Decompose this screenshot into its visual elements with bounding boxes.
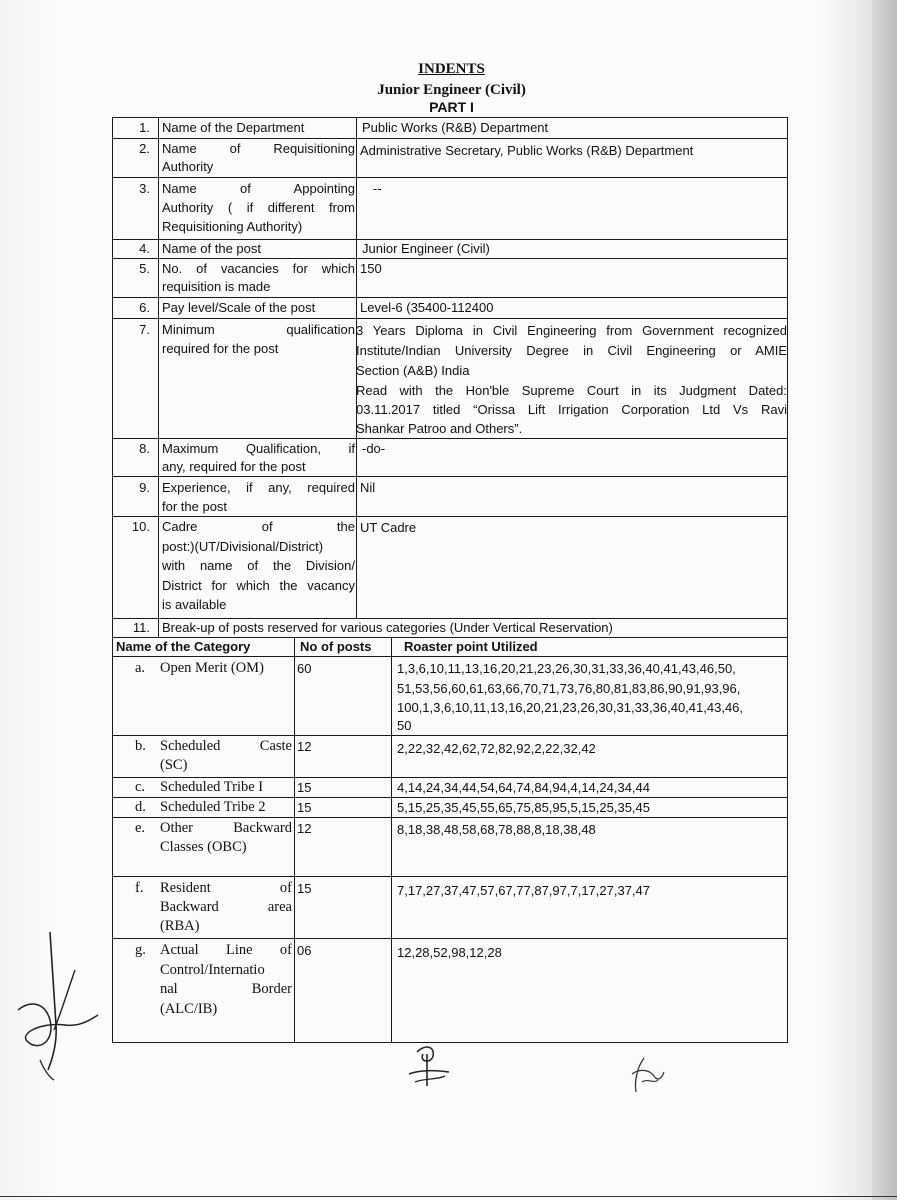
category-roster: 51,53,56,60,61,63,66,70,71,73,76,80,81,83,86,90,91,93,96, (397, 681, 741, 696)
category-roster: 8,18,38,48,58,68,78,88,8,18,38,48 (397, 822, 596, 837)
row-label: Pay level/Scale of the post (162, 300, 316, 315)
signature-left (10, 930, 110, 1090)
category-roster: 4,14,24,34,44,54,64,74,84,94,4,14,24,34,44 (397, 780, 651, 795)
row-label: for the post (162, 499, 228, 514)
category-name-header: Name of the Category (116, 639, 251, 654)
row-value: Administrative Secretary, Public Works (R&B) Department (360, 143, 694, 158)
row-label: Requisitioning Authority) (162, 219, 303, 234)
row-value: Nil (360, 480, 376, 495)
category-roster: 50 (397, 718, 412, 733)
posts-header: No of posts (300, 639, 372, 654)
category-posts: 15 (297, 881, 312, 896)
document-subtitle: Junior Engineer (Civil) (377, 82, 526, 98)
category-name: Backward area (160, 899, 292, 915)
row-label: Authority ( if different from (162, 200, 355, 215)
document-part: PART I (429, 99, 474, 115)
category-name: Control/Internatio (160, 962, 265, 978)
row-label: Minimum qualification (162, 322, 355, 337)
row-value: Level-6 (35400-112400 (360, 300, 494, 315)
category-posts: 15 (297, 780, 312, 795)
category-roster: 2,22,32,42,62,72,82,92,2,22,32,42 (397, 741, 596, 756)
row-value: 03.11.2017 titled “Orissa Lift Irrigation Corporation Ltd Vs Ravi (356, 402, 787, 417)
row-label: Break-up of posts reserved for various categories (Under Vertical Reservation) (162, 620, 613, 635)
category-posts: 12 (297, 821, 312, 836)
row-label: No. of vacancies for which (162, 261, 355, 276)
row-label: any, required for the post (162, 459, 306, 474)
row-label: Authority (162, 159, 214, 174)
row-value: 3 Years Diploma in Civil Engineering from Government recognized (356, 323, 787, 338)
category-posts: 15 (297, 800, 312, 815)
row-value: Read with the Hon'ble Supreme Court in its Judgment Dated: (356, 383, 787, 398)
document-title: INDENTS (418, 61, 485, 77)
category-letter: d. (135, 799, 146, 815)
category-letter: b. (135, 738, 146, 754)
signature-middle (405, 1040, 455, 1090)
row-label: Cadre of the (162, 519, 355, 534)
category-name: (SC) (160, 757, 188, 773)
category-roster: 12,28,52,98,12,28 (397, 945, 502, 960)
row-value: Public Works (R&B) Department (362, 120, 549, 135)
category-name: Scheduled Tribe 2 (160, 799, 266, 815)
row-value: Junior Engineer (Civil) (362, 241, 490, 256)
row-label: Experience, if any, required (162, 480, 355, 495)
row-label: with name of the Division/ (162, 558, 355, 573)
row-label: Name of Appointing (162, 181, 355, 196)
row-number: 6. (139, 300, 150, 315)
category-name: Actual Line of (160, 942, 292, 958)
row-value: -- (373, 181, 382, 196)
category-name: Other Backward (160, 820, 292, 836)
row-label: Name of Requisitioning (162, 141, 355, 156)
page-bottom-edge (0, 1196, 897, 1197)
category-name: (RBA) (160, 918, 200, 934)
row-number: 1. (139, 120, 150, 135)
category-roster: 5,15,25,35,45,55,65,75,85,95,5,15,25,35,45 (397, 800, 651, 815)
category-letter: c. (135, 779, 146, 795)
category-roster: 7,17,27,37,47,57,67,77,87,97,7,17,27,37,47 (397, 883, 651, 898)
row-number: 9. (139, 480, 150, 495)
category-roster: 1,3,6,10,11,13,16,20,21,23,26,30,31,33,36,40,41,43,46,50, (397, 661, 736, 676)
row-value: Institute/Indian University Degree in Civil Engineering or AMIE (356, 343, 787, 358)
row-label: requisition is made (162, 279, 271, 294)
row-label: is available (162, 597, 227, 612)
category-letter: a. (135, 660, 146, 676)
category-name: Classes (OBC) (160, 839, 247, 855)
page-edge-shadow (872, 0, 897, 1200)
row-number: 3. (139, 181, 150, 196)
row-value: Shankar Patroo and Others”. (356, 421, 523, 436)
row-value: Section (A&B) India (356, 363, 470, 378)
row-number: 10. (131, 519, 150, 534)
row-number: 2. (139, 141, 150, 156)
category-name: Resident of (160, 880, 292, 896)
row-label: Name of the post (162, 241, 261, 256)
row-number: 8. (139, 441, 150, 456)
signature-right (628, 1052, 668, 1097)
category-letter: f. (135, 880, 144, 896)
category-posts: 12 (297, 739, 312, 754)
row-label: Name of the Department (162, 120, 305, 135)
category-posts: 06 (297, 943, 312, 958)
row-value: 150 (360, 261, 382, 276)
row-label: post:)(UT/Divisional/District) (162, 539, 324, 554)
row-number: 4. (139, 241, 150, 256)
category-name: Scheduled Tribe I (160, 779, 264, 795)
category-roster: 100,1,3,6,10,11,13,16,20,21,23,26,30,31,33,36,40,41,43,46, (397, 700, 744, 715)
row-label: required for the post (162, 341, 279, 356)
category-name: Scheduled Caste (160, 738, 292, 754)
category-letter: g. (135, 942, 146, 958)
row-label: Maximum Qualification, if (162, 441, 355, 456)
row-number: 7. (139, 322, 150, 337)
category-name: nal Border (160, 981, 292, 997)
row-value: UT Cadre (360, 520, 417, 535)
category-name: (ALC/IB) (160, 1001, 218, 1017)
row-number: 5. (139, 261, 150, 276)
roster-header: Roaster point Utilized (404, 639, 538, 654)
row-label: District for which the vacancy (162, 578, 355, 593)
category-posts: 60 (297, 661, 312, 676)
row-value: -do- (362, 441, 386, 456)
category-letter: e. (135, 820, 146, 836)
category-name: Open Merit (OM) (160, 660, 264, 676)
row-number: 11. (132, 620, 150, 635)
